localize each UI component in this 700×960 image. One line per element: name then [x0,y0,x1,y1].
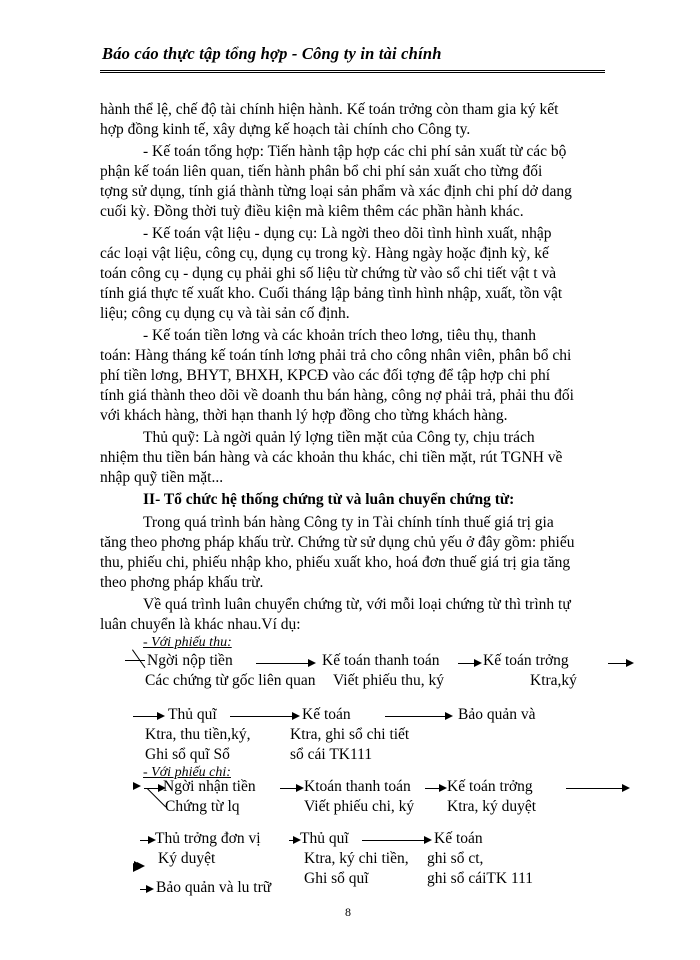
paragraph-line: thu, phiếu chi, phiếu nhập kho, phiếu xuất kho, hoá đơn thuế giá trị gia tăng [100,554,571,571]
paragraph-line: hợp đồng kinh tế, xây dựng kế hoạch tài chính cho Công ty. [100,121,471,138]
flow-arrow [289,840,299,841]
flow-node-bao-quan: Bảo quản và [458,706,536,723]
paragraph-line: phí tiền lơng, BHYT, BHXH, KPCĐ vào các đối tợng để tập hợp chi phí [100,367,551,384]
flow-chi-label: - Với phiếu chi: [143,765,231,780]
flow-node-ke-toan: Kế toán [434,830,483,847]
flow-node-ke-toan-detail: ghi sổ cáiTK 111 [427,870,534,887]
flow-node-thu-qui: Thủ quĩ [168,706,217,723]
flow-node-ke-toan-detail: Ktra, ghi sổ chi tiết [290,726,410,743]
flow-node-thu-qui-detail: Ghi sổ quĩ Sổ [145,746,230,763]
flow-arrow [140,840,154,841]
flow-node-kt-truong: Kế toán trởng [483,652,569,669]
flow-arrow [280,788,302,789]
flow-node-ke-toan-detail: sổ cái TK111 [290,746,373,763]
flow-node-ke-toan: Kế toán [302,706,351,723]
paragraph-line: theo phơng pháp khấu trừ. [100,574,264,591]
flow-node-ktra-ky-duyet: Ktra, ký duyệt [447,798,537,815]
flow-arrow [256,663,314,664]
page-header [100,40,605,73]
paragraph-line: tăng theo phơng pháp khấu trừ. Chứng từ sử dụng chủ yếu ở đây gồm: phiếu [100,534,575,551]
flow-bracket [125,660,145,661]
paragraph-line: hành thể lệ, chế độ tài chính hiện hành. Kế toán trởng còn tham gia ký kết [100,101,559,118]
flow-bracket [132,649,145,668]
flow-thu-label: - Với phiếu thu: [143,635,232,650]
flow-arrow [133,716,163,717]
flow-arrow [385,716,451,717]
flow-node-thu-qui-detail: Ghi sổ quĩ [304,870,369,887]
flow-node-ktra-ky: Ktra,ký [530,672,577,689]
flow-node-ky-duyet: Ký duyệt [158,850,216,867]
paragraph-line: toán: Hàng tháng kế toán tính lơng phải trả cho công nhân viên, phân bổ chi [100,347,572,364]
flow-node-thu-truong: Thủ trởng đơn vị [155,830,261,847]
flow-arrow [140,889,152,890]
flow-node-thu-qui: Thủ quĩ [300,830,349,847]
flow-node-bao-quan: Bảo quản và lu trữ [156,879,272,896]
flow-arrow [425,788,445,789]
flow-arrow [566,788,628,789]
paragraph-line: - Kế toán tổng hợp: Tiến hành tập hợp các chi phí sản xuất từ các bộ [143,143,567,160]
paragraph-line: nhiệm thu tiền bán hàng và các khoản thu khác, chi tiền mặt, rút TGNH về [100,449,563,466]
paragraph-line: Trong quá trình bán hàng Công ty in Tài chính tính thuế giá trị gia [143,514,554,531]
flow-node-ke-toan-detail: ghi sổ ct, [427,850,484,867]
paragraph-line: toán công cụ - dụng cụ phải ghi số liệu từ chứng từ vào sổ chi tiết vật t và [100,265,557,282]
flow-node-kt-thanh-toan: Kế toán thanh toán [322,652,440,669]
paragraph-line: với khách hàng, thời hạn thanh lý hợp đồng cho từng khách hàng. [100,407,508,424]
paragraph-line: Về quá trình luân chuyển chứng từ, với mỗi loại chứng từ thì trình tự [143,596,571,613]
paragraph-line: tợng sử dụng, tính giá thành từng loại sản phẩm và xác định chi phí dở dang [100,183,572,200]
flow-node-ct-goc: Các chứng từ gốc liên quan [145,672,316,689]
paragraph-line: cuối kỳ. Đồng thời tuỳ điều kiện mà kiêm thêm các phần hành khác. [100,203,524,220]
flow-node-viet-phieu-thu: Viết phiếu thu, ký [333,672,444,689]
paragraph-line: - Kế toán vật liệu - dụng cụ: Là ngời theo dõi tình hình xuất, nhập [143,225,552,242]
paragraph-line: phận kế toán liên quan, tiến hành phân bổ chi phí sản xuất cho từng đối [100,163,543,180]
flow-arrow [458,663,480,664]
flow-node-kt-thanh-toan: Ktoán thanh toán [304,778,411,795]
flow-node-viet-phieu-chi: Viết phiếu chi, ký [304,798,415,815]
section-heading: II- Tổ chức hệ thống chứng từ và luân chuyển chứng từ: [143,491,515,508]
flow-arrow [608,663,632,664]
flow-node-thu-qui-detail: Ktra, thu tiền,ký, [145,726,251,743]
paragraph-line: nhập quỹ tiền mặt... [100,469,224,486]
paragraph-line: luân chuyển là khác nhau.Ví dụ: [100,616,301,633]
flow-node-ct-lq: Chứng từ lq [165,798,240,815]
paragraph-line: liệu; công cụ dụng cụ và tài sản cố định. [100,305,350,322]
header-title: Báo cáo thực tập tổng hợp - Công ty in tài chính [102,44,442,63]
paragraph-line: tính giá thành theo dõi về doanh thu bán hàng, công nợ phải trả, phải thu đối [100,387,574,404]
flow-arrow [362,840,430,841]
paragraph-line: các loại vật liệu, công cụ, dụng cụ trong kỳ. Hàng ngày hoặc định kỳ, kế [100,245,549,262]
flow-node-kt-truong: Kế toán trởng [447,778,533,795]
paragraph-line: tính giá thực tế xuất kho. Cuối tháng lập bảng tình hình nhập, xuất, tồn vật [100,285,563,302]
flow-node-nguoi-nop-tien: Ngời nộp tiền [147,652,233,669]
page-number: 8 [345,905,351,919]
flow-node-nguoi-nhan-tien: Ngời nhận tiền [163,778,256,795]
flow-arrow [230,716,298,717]
paragraph-line: Thủ quỹ: Là ngời quản lý lợng tiền mặt của Công ty, chịu trách [143,429,535,446]
paragraph-line: - Kế toán tiền lơng và các khoản trích theo lơng, tiêu thụ, thanh [143,327,537,344]
flow-node-thu-qui-detail: Ktra, ký chi tiền, [304,850,409,867]
